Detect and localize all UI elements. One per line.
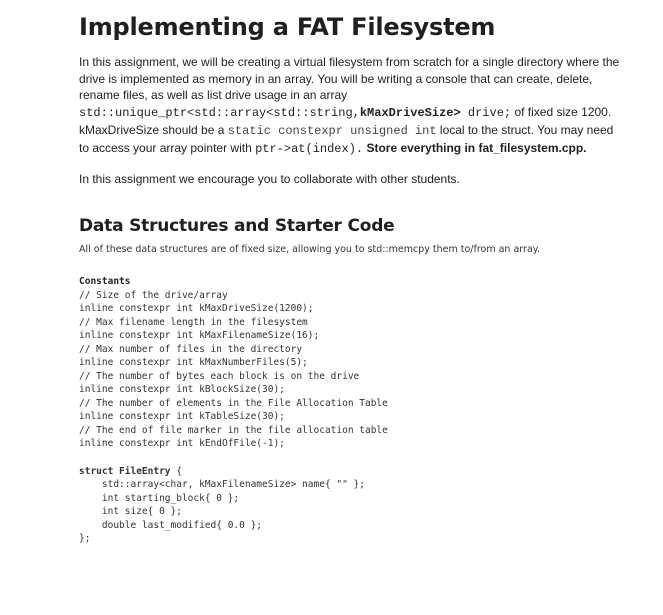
section-note: All of these data structures are of fixed size, allowing you to std::memcpy them to/from an array. xyxy=(79,244,541,256)
code-line: // The number of bytes each block is on the drive xyxy=(79,370,360,382)
code-line: // Max filename length in the filesystem xyxy=(79,316,308,328)
code-line: inline constexpr int kMaxDriveSize(1200); xyxy=(79,303,314,315)
intro-paragraph xyxy=(79,54,624,157)
code-line: int size{ 0 }; xyxy=(79,506,182,518)
code-line: // The number of elements in the File Allocation Table xyxy=(79,397,388,409)
struct-name: FileEntry xyxy=(119,465,171,477)
intro-code-drive-size: kMaxDriveSize> xyxy=(359,106,461,121)
code-line: std::array<char, kMaxFilenameSize> name{ "" }; xyxy=(79,479,365,491)
code-line: // Size of the drive/array xyxy=(79,289,228,301)
struct-header-line xyxy=(79,465,624,479)
struct-open-brace: { xyxy=(170,465,182,477)
intro-text-2: of fixed size 1200. kMaxDriveSize should be a xyxy=(79,105,612,137)
code-line: // The end of file marker in the file allocation table xyxy=(79,424,388,436)
intro-code-ptr: ptr->at(index). xyxy=(255,141,364,156)
code-line: inline constexpr int kMaxFilenameSize(16); xyxy=(79,330,320,342)
intro-text-3: local to the struct. You may need to access your array pointer with xyxy=(79,122,614,155)
code-line: double last_modified{ 0.0 }; xyxy=(79,519,263,531)
struct-keyword: struct xyxy=(79,465,120,477)
code-line: inline constexpr int kMaxNumberFiles(5); xyxy=(79,357,308,369)
collaboration-note: In this assignment we encourage you to collaborate with other students. xyxy=(79,172,460,187)
intro-text-1: In this assignment, we will be creating a virtual filesystem from scratch for a single directory where the drive is implemented as memory in an array. You will be writing a console that can create, delete, rename files, as well as list drive usage in an array xyxy=(79,55,620,103)
code-line: inline constexpr int kEndOfFile(-1); xyxy=(79,438,285,450)
constants-code-block xyxy=(79,289,624,451)
section-title: Data Structures and Starter Code xyxy=(79,216,395,237)
code-line: }; xyxy=(79,533,91,545)
code-line: // Max number of files in the directory xyxy=(79,343,303,355)
struct-code-block xyxy=(79,465,624,546)
constants-label: Constants xyxy=(79,276,131,288)
intro-code-drive-var: drive; xyxy=(460,106,512,121)
intro-code-drive-type: std::unique_ptr<std::array<std::string, xyxy=(79,106,360,121)
intro-store-note: Store everything in fat_filesystem.cpp. xyxy=(363,140,587,155)
code-line: inline constexpr int kTableSize(30); xyxy=(79,411,285,423)
intro-code-static: static constexpr unsigned int xyxy=(227,123,437,138)
code-line: int starting_block{ 0 }; xyxy=(79,492,240,504)
code-line: inline constexpr int kBlockSize(30); xyxy=(79,384,285,396)
page-title: Implementing a FAT Filesystem xyxy=(79,13,496,41)
document-page xyxy=(79,10,624,546)
